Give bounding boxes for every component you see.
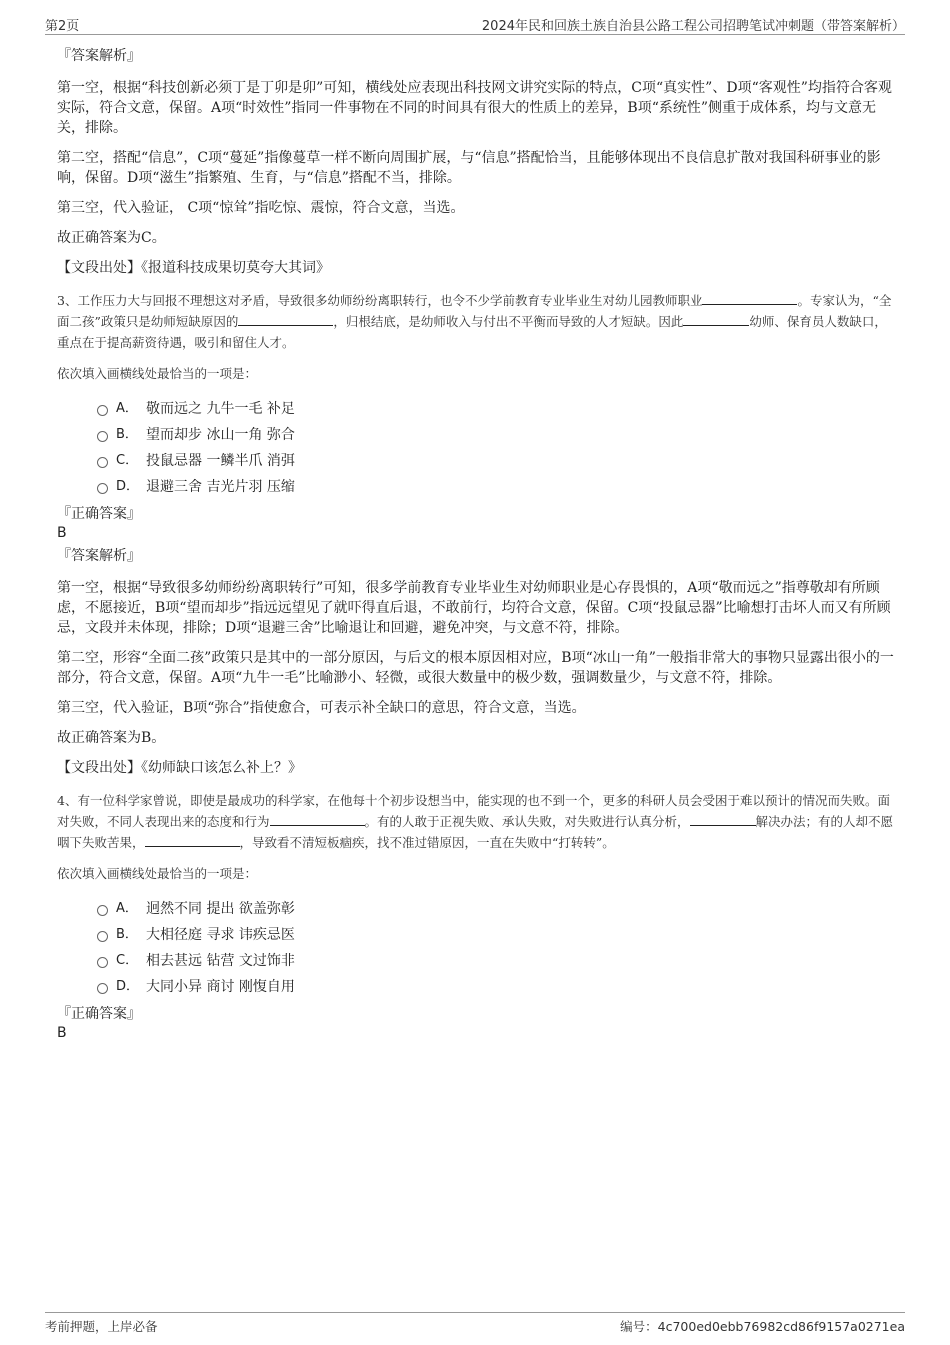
correct-answer: B [57, 525, 67, 541]
blank-line [702, 292, 797, 305]
question-3-stem: 3、工作压力大与回报不理想这对矛盾，导致很多幼师纷纷离职转行，也令不少学前教育专业毕业生对幼儿园教师职业 。专家认为，“全面二孩”政策只是幼师短缺原因的 ，归根结底，是幼师收入与付出不平衡而导致的人才短缺。因此 幼师、保育员人数缺口，重点在于提高薪资待遇，吸引和留住人才。 [57, 293, 892, 350]
blank-line [238, 313, 333, 326]
blank-line [690, 813, 756, 826]
analysis-label: 『答案解析』 [57, 548, 141, 564]
page-content [57, 46, 895, 1042]
question-4-options [57, 896, 895, 1000]
question-3-options [57, 396, 895, 500]
analysis-label: 『答案解析』 [57, 48, 141, 64]
blank-line [145, 834, 240, 847]
analysis-paragraph: 第三空，代入验证， C项“惊耸”指吃惊、震惊，符合文意，当选。 [57, 200, 465, 216]
question-prompt: 依次填入画横线处最恰当的一项是： [57, 866, 258, 881]
correct-answer-label: 『正确答案』 [57, 1006, 141, 1022]
radio-icon[interactable] [97, 905, 108, 916]
analysis-paragraph: 第一空，根据“科技创新必须丁是丁卯是卯”可知，横线处应表现出科技网文讲究实际的特点，C项“真实性”、D项“客观性”均指符合客观实际，符合文意，保留。A项“时效性”指同一件事物在不同的时间具有很大的性质上的差异，B项“系统性”侧重于成体系，均与文意无关，排除。 [57, 80, 892, 136]
page-footer [45, 1312, 905, 1337]
radio-icon[interactable] [97, 931, 108, 942]
document-id: 编号：4c700ed0ebb76982cd86f9157a0271ea [620, 1319, 905, 1334]
blank-line [683, 313, 749, 326]
blank-line [270, 813, 365, 826]
analysis-paragraph: 第三空，代入验证，B项“弥合”指使愈合，可表示补全缺口的意思，符合文意，当选。 [57, 700, 586, 716]
answer-summary: 故正确答案为B。 [57, 730, 166, 746]
option-d[interactable]: D． 退避三舍 吉光片羽 压缩 [97, 474, 895, 500]
radio-icon[interactable] [97, 983, 108, 994]
option-a[interactable]: A． 迥然不同 提出 欲盖弥彰 [97, 896, 895, 922]
source-citation: 【文段出处】《报道科技成果切莫夸大其词》 [57, 260, 330, 276]
radio-icon[interactable] [97, 431, 108, 442]
analysis-paragraph: 第二空，形容“全面二孩”政策只是其中的一部分原因，与后文的根本原因相对应，B项“冰山一角”一般指非常大的事物只显露出很小的一部分，符合文意，保留。A项“九牛一毛”比喻渺小、轻微，或很大数量中的极少数，强调数量少，与文意不符，排除。 [57, 650, 894, 686]
radio-icon[interactable] [97, 405, 108, 416]
document-title: 2024年民和回族土族自治县公路工程公司招聘笔试冲刺题（带答案解析） [481, 19, 905, 34]
option-c[interactable]: C． 投鼠忌器 一鳞半爪 消弭 [97, 448, 895, 474]
page-number: 第2页 [45, 19, 80, 34]
option-b[interactable]: B． 大相径庭 寻求 讳疾忌医 [97, 922, 895, 948]
option-a[interactable]: A． 敬而远之 九牛一毛 补足 [97, 396, 895, 422]
correct-answer-label: 『正确答案』 [57, 506, 141, 522]
radio-icon[interactable] [97, 483, 108, 494]
radio-icon[interactable] [97, 457, 108, 468]
source-citation: 【文段出处】《幼师缺口该怎么补上？》 [57, 760, 302, 776]
analysis-paragraph: 第一空，根据“导致很多幼师纷纷离职转行”可知，很多学前教育专业毕业生对幼师职业是心存畏惧的，A项“敬而远之”指尊敬却有所顾虑，不愿接近，B项“望而却步”指远远望见了就吓得直后退，不敢前行，均符合文意，保留。C项“投鼠忌器”比喻想打击坏人而又有所顾忌，文段并未体现，排除；D项“退避三舍”比喻退让和回避，避免冲突，与文意不符，排除。 [57, 580, 891, 636]
question-prompt: 依次填入画横线处最恰当的一项是： [57, 366, 258, 381]
analysis-paragraph: 第二空，搭配“信息”，C项“蔓延”指像蔓草一样不断向周围扩展，与“信息”搭配恰当，且能够体现出不良信息扩散对我国科研事业的影响，保留。D项“滋生”指繁殖、生育，与“信息”搭配不当，排除。 [57, 150, 881, 186]
page-header [45, 12, 905, 35]
radio-icon[interactable] [97, 957, 108, 968]
answer-summary: 故正确答案为C。 [57, 230, 166, 246]
footer-slogan: 考前押题，上岸必备 [45, 1319, 158, 1334]
question-4-stem: 4、有一位科学家曾说，即使是最成功的科学家，在他每十个初步设想当中，能实现的也不到一个，更多的科研人员会受困于难以预计的情况而失败。面对失败，不同人表现出来的态度和行为 。有的人敢于正视失败、承认失败，对失败进行认真分析， 解决办法；有的人却不愿咽下失败苦果， ，导致看不清短板痼疾，找不准过错原因，一直在失败中“打转转”。 [57, 793, 894, 850]
option-c[interactable]: C． 相去甚远 钻营 文过饰非 [97, 948, 895, 974]
correct-answer: B [57, 1025, 67, 1041]
option-b[interactable]: B． 望而却步 冰山一角 弥合 [97, 422, 895, 448]
option-d[interactable]: D． 大同小异 商讨 刚愎自用 [97, 974, 895, 1000]
